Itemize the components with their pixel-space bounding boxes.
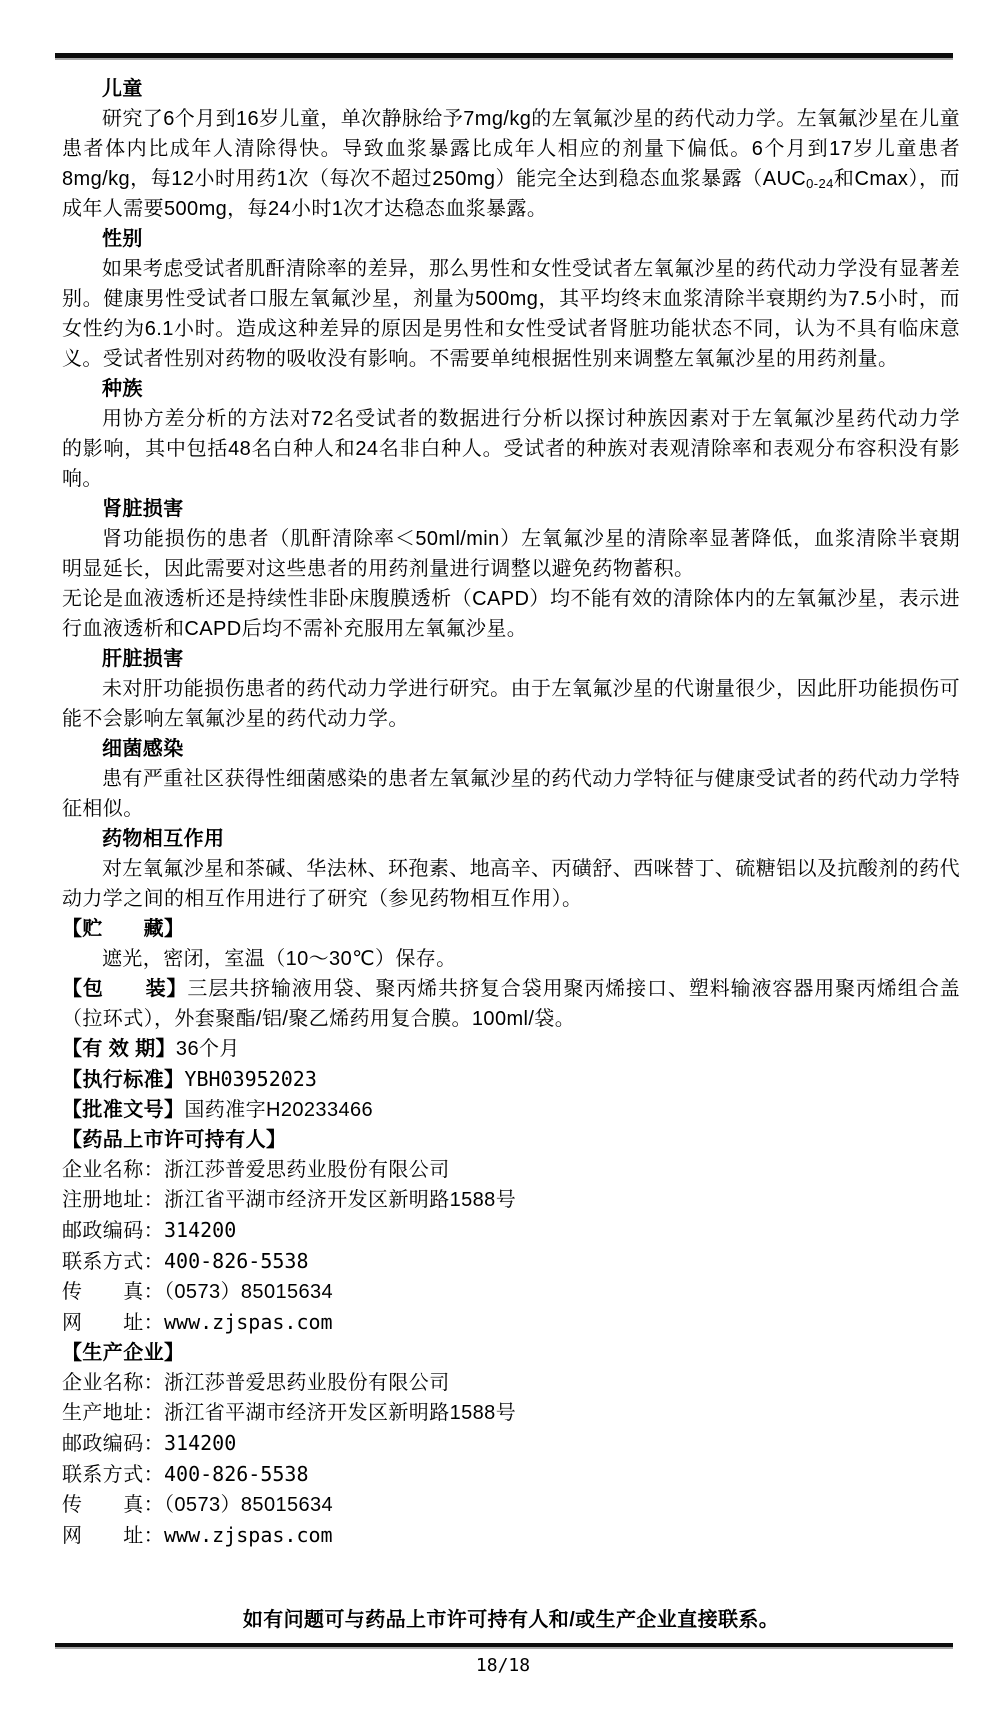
- validity-label: 【有 效 期】: [62, 1038, 176, 1060]
- paragraph-gender: 如果考虑受试者肌酐清除率的差异，那么男性和女性受试者左氧氟沙星的药代动力学没有显著差别。健康男性受试者口服左氧氟沙星，剂量为500mg，其平均终末血浆清除半衰期约为7.5小时，而女性约为6.1小时。造成这种差异的原因是男性和女性受试者肾脏功能状态不同，认为不具有临床意义。受试者性别对药物的吸收没有影响。不需要单纯根据性别来调整左氧氟沙星的用药剂量。: [62, 258, 960, 370]
- field-value: 314200: [164, 1431, 237, 1455]
- field-label: 网 址：: [62, 1525, 164, 1547]
- package-line: [62, 974, 960, 1034]
- holder-field-website: [62, 1307, 960, 1338]
- holder-heading: [62, 1125, 960, 1155]
- field-value: 浙江省平湖市经济开发区新明路1588号: [164, 1189, 517, 1211]
- field-value: 浙江莎普爱思药业股份有限公司: [164, 1159, 450, 1181]
- paragraph-renal-2: 无论是血液透析还是持续性非卧床腹膜透析（CAPD）均不能有效的清除体内的左氧氟沙星，表示进行血液透析和CAPD后均不需补充服用左氧氟沙星。: [62, 588, 960, 640]
- footer-note: 如有问题可与药品上市许可持有人和/或生产企业直接联系。: [242, 1609, 780, 1631]
- field-label: 注册地址：: [62, 1189, 164, 1211]
- package-label: 【包 装】: [62, 978, 188, 1000]
- manufacturer-field-fax: [62, 1490, 960, 1520]
- field-label: 联系方式：: [62, 1464, 164, 1486]
- section-heading-interaction: 药物相互作用: [102, 828, 225, 850]
- standard-line: [62, 1064, 960, 1095]
- manufacturer-field-website: [62, 1520, 960, 1551]
- holder-field-phone: [62, 1246, 960, 1277]
- field-value: 314200: [164, 1218, 237, 1242]
- field-label: 生产地址：: [62, 1402, 164, 1424]
- paragraph-interaction: 对左氧氟沙星和茶碱、华法林、环孢素、地高辛、丙磺舒、西咪替丁、硫糖铝以及抗酸剂的药代动力学之间的相互作用进行了研究（参见药物相互作用）。: [62, 858, 960, 910]
- field-value: www.zjspas.com: [164, 1523, 333, 1547]
- field-label: 企业名称：: [62, 1159, 164, 1181]
- holder-field-zipcode: [62, 1215, 960, 1246]
- paragraph-renal-1: 肾功能损伤的患者（肌酐清除率＜50ml/min）左氧氟沙星的清除率显著降低，血浆清除半衰期明显延长，因此需要对这些患者的用药剂量进行调整以避免药物蓄积。: [62, 528, 960, 580]
- top-rule: [55, 53, 953, 60]
- storage-label: 【贮 藏】: [62, 918, 185, 940]
- paragraph-race: 用协方差分析的方法对72名受试者的数据进行分析以探讨种族因素对于左氧氟沙星药代动力学的影响，其中包括48名白种人和24名非白种人。受试者的种族对表观清除率和表观分布容积没有影响。: [62, 408, 960, 490]
- field-label: 企业名称：: [62, 1372, 164, 1394]
- manufacturer-heading: [62, 1338, 960, 1368]
- section-heading-infection: 细菌感染: [102, 738, 184, 760]
- section-heading-children: 儿童: [102, 78, 143, 100]
- validity-value: 36个月: [175, 1038, 240, 1060]
- storage-line: [62, 914, 960, 944]
- field-value: www.zjspas.com: [164, 1310, 333, 1334]
- standard-value: YBH03952023: [184, 1067, 317, 1091]
- holder-label: 【药品上市许可持有人】: [62, 1129, 287, 1151]
- field-label: 传 真：: [62, 1494, 164, 1516]
- field-label: 传 真：: [62, 1281, 164, 1303]
- approval-value: 国药准字H20233466: [184, 1099, 374, 1121]
- standard-label: 【执行标准】: [62, 1069, 185, 1091]
- section-heading-gender: 性别: [102, 228, 143, 250]
- package-text: 三层共挤输液用袋、聚丙烯共挤复合袋用聚丙烯接口、塑料输液容器用聚丙烯组合盖（拉环式），外套聚酯/铝/聚乙烯药用复合膜。100ml/袋。: [62, 978, 960, 1030]
- field-value: 400-826-5538: [164, 1249, 309, 1273]
- paragraph-children: [62, 104, 960, 224]
- storage-text: 遮光，密闭，室温（10～30℃）保存。: [102, 948, 457, 970]
- field-label: 网 址：: [62, 1312, 164, 1334]
- holder-field-company: [62, 1155, 960, 1185]
- bottom-rule: [55, 1643, 953, 1649]
- manufacturer-field-zipcode: [62, 1428, 960, 1459]
- auc-subscript: 0-24: [806, 176, 834, 191]
- children-text-b: 和Cmax），而成年人需要500mg，每24小时1次才达稳态血浆暴露。: [62, 168, 960, 220]
- manufacturer-label: 【生产企业】: [62, 1342, 185, 1364]
- holder-field-address: [62, 1185, 960, 1215]
- page-number: 18/18: [475, 1655, 531, 1676]
- manufacturer-field-company: [62, 1368, 960, 1398]
- paragraph-hepatic: 未对肝功能损伤患者的药代动力学进行研究。由于左氧氟沙星的代谢量很少，因此肝功能损伤可能不会影响左氧氟沙星的药代动力学。: [62, 678, 960, 730]
- approval-label: 【批准文号】: [62, 1099, 185, 1121]
- field-label: 邮政编码：: [62, 1433, 164, 1455]
- field-label: 邮政编码：: [62, 1220, 164, 1242]
- field-value: （0573）85015634: [164, 1281, 334, 1303]
- document-body: [62, 74, 960, 1635]
- manufacturer-field-address: [62, 1398, 960, 1428]
- field-label: 联系方式：: [62, 1251, 164, 1273]
- paragraph-infection: 患有严重社区获得性细菌感染的患者左氧氟沙星的药代动力学特征与健康受试者的药代动力学特征相似。: [62, 768, 960, 820]
- section-heading-renal: 肾脏损害: [102, 498, 184, 520]
- holder-field-fax: [62, 1277, 960, 1307]
- section-heading-hepatic: 肝脏损害: [102, 648, 184, 670]
- validity-line: [62, 1034, 960, 1064]
- field-value: （0573）85015634: [164, 1494, 334, 1516]
- field-value: 浙江省平湖市经济开发区新明路1588号: [164, 1402, 517, 1424]
- approval-line: [62, 1095, 960, 1125]
- field-value: 400-826-5538: [164, 1462, 309, 1486]
- manufacturer-field-phone: [62, 1459, 960, 1490]
- section-heading-race: 种族: [102, 378, 143, 400]
- children-text-a: 研究了6个月到16岁儿童，单次静脉给予7mg/kg的左氧氟沙星的药代动力学。左氧氟沙星在儿童患者体内比成年人清除得快。导致血浆暴露比成年人相应的剂量下偏低。6个月到17岁儿童患者8mg/kg，每12小时用药1次（每次不超过250mg）能完全达到稳态血浆暴露（AUC: [62, 108, 960, 190]
- field-value: 浙江莎普爱思药业股份有限公司: [164, 1372, 450, 1394]
